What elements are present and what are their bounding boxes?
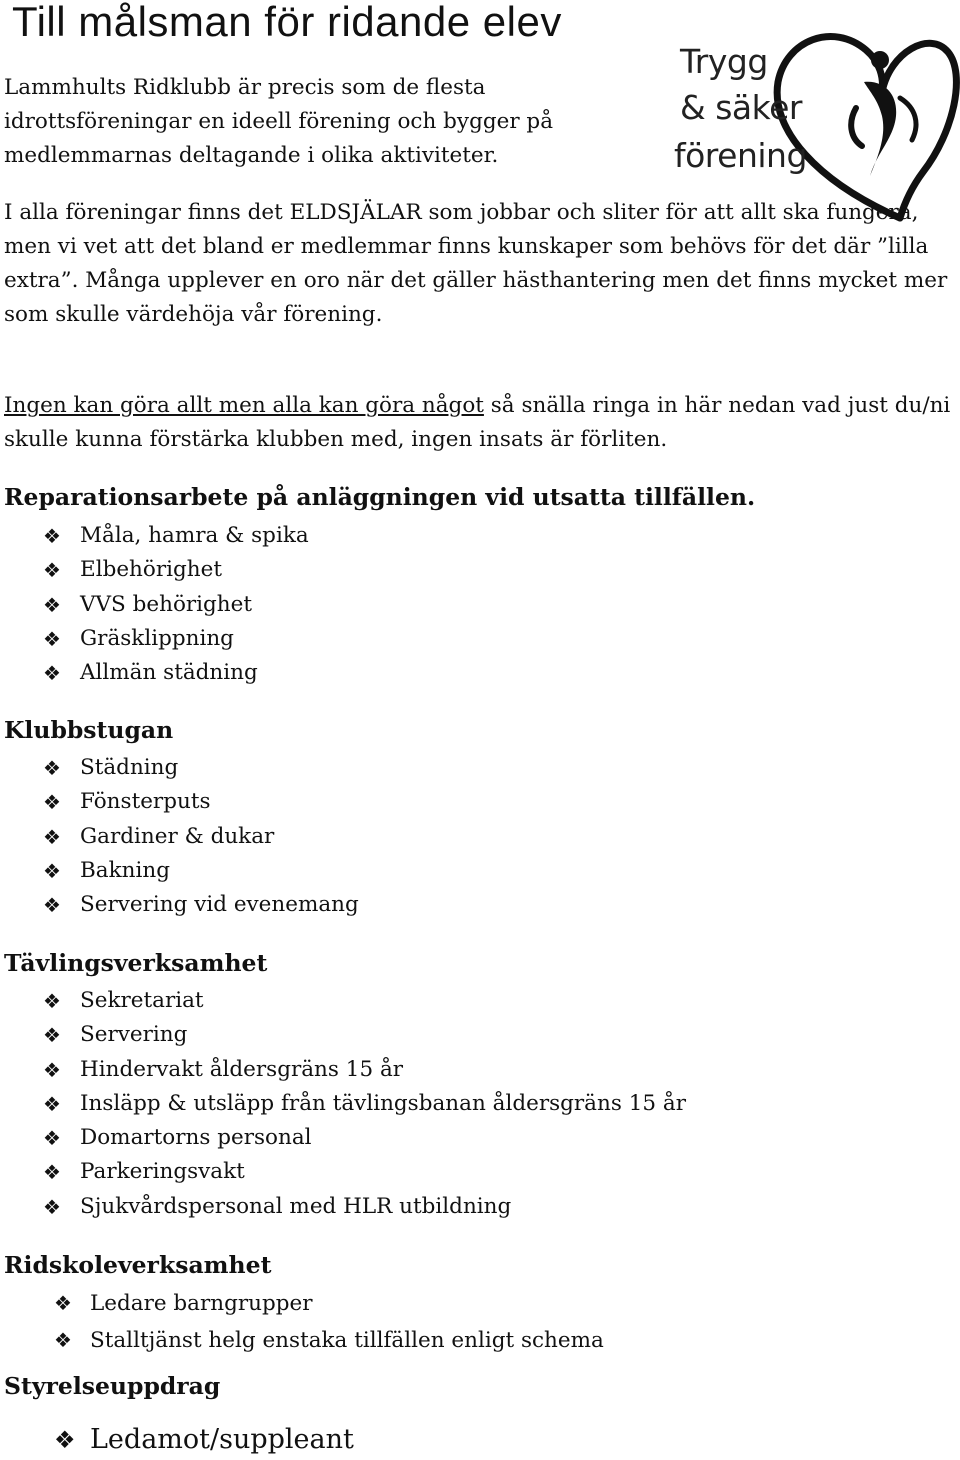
diamond-bullet-icon: ❖ — [43, 858, 61, 883]
list-item: ❖ Fönsterputs — [4, 785, 359, 819]
underlined-motto: Ingen kan göra allt men alla kan göra något — [4, 393, 484, 418]
list-item: ❖ Gräsklippning — [4, 622, 309, 656]
diamond-bullet-icon: ❖ — [43, 1126, 61, 1151]
section-heading-klubbstugan: Klubbstugan — [4, 716, 174, 744]
diamond-bullet-icon: ❖ — [43, 1160, 61, 1185]
list-item: ❖ Elbehörighet — [4, 553, 309, 587]
list-tavling — [4, 984, 686, 1224]
list-ridskola — [4, 1285, 604, 1359]
list-item: ❖ Servering vid evenemang — [4, 888, 359, 922]
diamond-bullet-icon: ❖ — [43, 790, 61, 815]
diamond-bullet-icon: ❖ — [43, 1057, 61, 1082]
intro-paragraph-3 — [4, 389, 960, 457]
diamond-bullet-icon: ❖ — [43, 558, 61, 583]
list-item: ❖ Parkeringsvakt — [4, 1155, 686, 1189]
section-heading-styrelse: Styrelseuppdrag — [4, 1372, 221, 1400]
diamond-bullet-icon: ❖ — [43, 1023, 61, 1048]
list-item: ❖ Insläpp & utsläpp från tävlingsbanan åldersgräns 15 år — [4, 1087, 686, 1121]
list-item: ❖ Ledamot/suppleant — [4, 1420, 354, 1460]
diamond-bullet-icon: ❖ — [54, 1426, 76, 1454]
list-item: ❖ Gardiner & dukar — [4, 820, 359, 854]
diamond-bullet-icon: ❖ — [43, 592, 61, 617]
list-item: ❖ Sjukvårdspersonal med HLR utbildning — [4, 1190, 686, 1224]
diamond-bullet-icon: ❖ — [54, 1328, 72, 1352]
diamond-bullet-icon: ❖ — [43, 824, 61, 849]
list-item: ❖ Servering — [4, 1018, 686, 1052]
diamond-bullet-icon: ❖ — [43, 626, 61, 651]
list-klubbstugan — [4, 751, 359, 922]
intro-paragraph-1: Lammhults Ridklubb är precis som de flesta idrottsföreningar en ideell förening och bygger på medlemmarnas deltagande i olika aktiviteter. — [4, 75, 554, 168]
diamond-bullet-icon: ❖ — [43, 756, 61, 780]
list-item: ❖ Sekretariat — [4, 984, 686, 1018]
logo-text-line1: Trygg — [680, 42, 768, 81]
page-title: Till målsman för ridande elev — [12, 0, 562, 45]
diamond-bullet-icon: ❖ — [43, 661, 61, 686]
section-heading-reparation: Reparationsarbete på anläggningen vid utsatta tillfällen. — [4, 483, 756, 511]
list-item: ❖ Städning — [4, 751, 359, 785]
diamond-bullet-icon: ❖ — [43, 893, 61, 918]
list-styrelse — [4, 1420, 354, 1460]
list-item: ❖ Ledare barngrupper — [4, 1285, 604, 1322]
list-item: ❖ Hindervakt åldersgräns 15 år — [4, 1053, 686, 1087]
section-heading-ridskola: Ridskoleverksamhet — [4, 1251, 272, 1279]
diamond-bullet-icon: ❖ — [43, 524, 61, 548]
diamond-bullet-icon: ❖ — [54, 1291, 72, 1315]
list-item: ❖ Domartorns personal — [4, 1121, 686, 1155]
diamond-bullet-icon: ❖ — [43, 989, 61, 1013]
diamond-bullet-icon: ❖ — [43, 1091, 61, 1116]
trygg-saker-forening-logo — [668, 12, 960, 222]
intro-paragraph-3-rest: så snälla ringa in här nedan vad just du/ni skulle kunna förstärka klubben med, ingen insats är förliten. — [4, 393, 951, 452]
list-item: ❖ Allmän städning — [4, 656, 309, 690]
list-item: ❖ VVS behörighet — [4, 588, 309, 622]
section-heading-tavling: Tävlingsverksamhet — [4, 949, 268, 977]
intro-paragraph-2: I alla föreningar finns det ELDSJÄLAR som jobbar och sliter för att allt ska fungera, men vi vet att det bland er medlemmar finns kunskaper som behövs för det där ”lilla extra”. Många upplever en oro när det gäller hästhantering men det finns mycket mer som skulle värdehöja vår förening. — [4, 200, 948, 327]
logo-text-line3: förening — [674, 136, 807, 175]
logo-text-line2: & säker — [680, 88, 802, 127]
list-reparation — [4, 519, 309, 690]
list-item: ❖ Måla, hamra & spika — [4, 519, 309, 553]
list-item: ❖ Bakning — [4, 854, 359, 888]
diamond-bullet-icon: ❖ — [43, 1194, 61, 1219]
list-item: ❖ Stalltjänst helg enstaka tillfällen enligt schema — [4, 1322, 604, 1359]
